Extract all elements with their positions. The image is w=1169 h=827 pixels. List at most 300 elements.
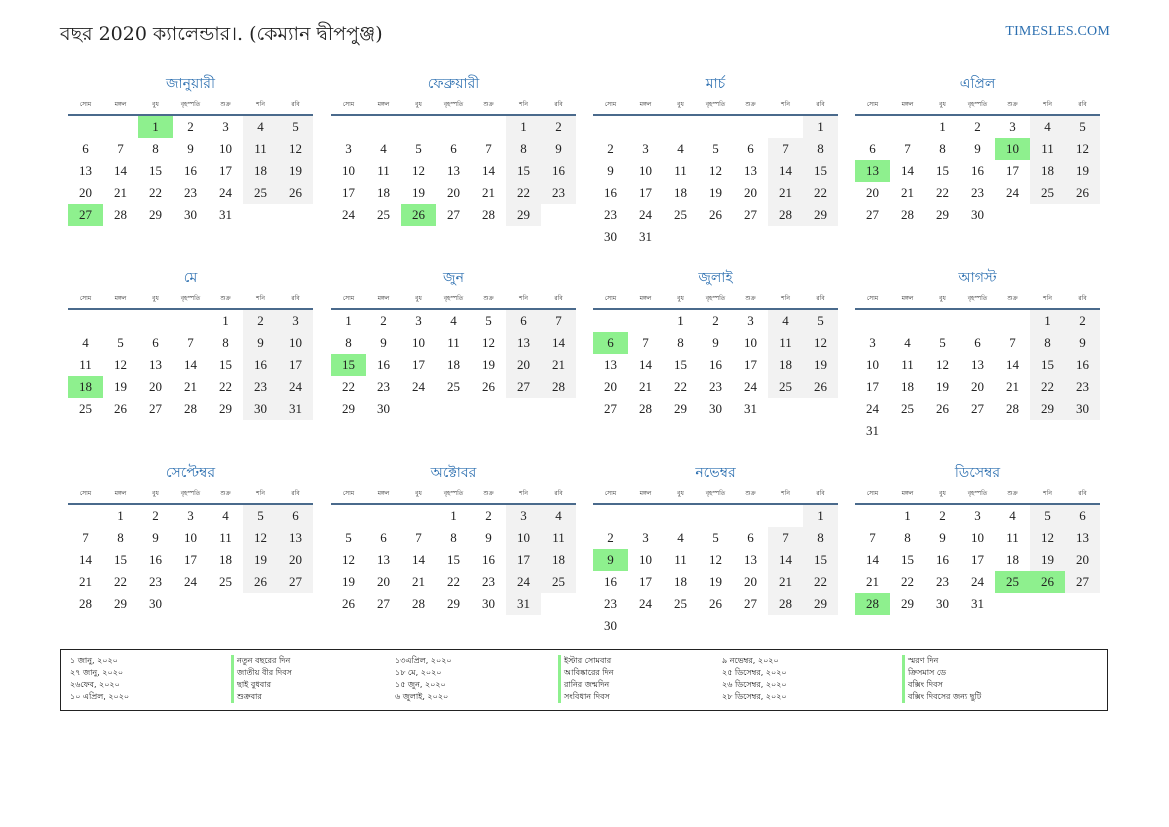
- week-row: [593, 138, 838, 160]
- day-cell: 25: [1030, 182, 1065, 204]
- day-cell: 29: [1030, 398, 1065, 420]
- weekday-label: শুক্র: [483, 101, 494, 108]
- holiday-name: রানির জন্মদিন: [558, 679, 614, 691]
- day-cell: 11: [243, 138, 278, 160]
- week-row: [855, 310, 1100, 332]
- day-cell: 29: [447, 596, 460, 611]
- empty-cell: [995, 593, 1030, 615]
- weekday-label: সোম: [866, 101, 879, 108]
- week-row: [68, 116, 313, 138]
- day-cell: 28: [79, 596, 92, 611]
- day-cell: 25: [674, 596, 687, 611]
- day-cell: 22: [447, 574, 460, 589]
- day-cell: 8: [803, 138, 838, 160]
- day-cell: 4: [450, 313, 457, 328]
- day-cell: 15: [936, 163, 949, 178]
- day-cell: 3: [869, 335, 876, 350]
- day-cell: 30: [149, 596, 162, 611]
- empty-cell: [733, 505, 768, 527]
- week-row: [331, 204, 576, 226]
- day-cell: 9: [974, 141, 981, 156]
- day-cell: 15: [1030, 354, 1065, 376]
- week-row: [855, 420, 1100, 442]
- week-row: [593, 398, 838, 420]
- empty-cell: [803, 615, 838, 637]
- day-cell: 3: [278, 310, 313, 332]
- day-cell: 2: [1065, 310, 1100, 332]
- empty-cell: [506, 398, 541, 420]
- day-cell: 29: [342, 401, 355, 416]
- day-cell: 2: [243, 310, 278, 332]
- day-cell: 20: [79, 185, 92, 200]
- day-cell: 12: [1065, 138, 1100, 160]
- day-cell: 30: [243, 398, 278, 420]
- day-cell: 6: [380, 530, 387, 545]
- day-cell: 29: [674, 401, 687, 416]
- weekday-label: রবি: [1078, 295, 1087, 302]
- day-cell: 3: [187, 508, 194, 523]
- day-cell: 17: [1006, 163, 1019, 178]
- empty-cell: [541, 398, 576, 420]
- day-cell: 3: [1009, 119, 1016, 134]
- day-cell: 20: [604, 379, 617, 394]
- day-cell: 19: [1065, 160, 1100, 182]
- day-cell: 26: [1030, 571, 1065, 593]
- day-cell: 23: [709, 379, 722, 394]
- day-cell: 10: [506, 527, 541, 549]
- day-cell: 18: [219, 552, 232, 567]
- empty-cell: [960, 310, 995, 332]
- day-cell: 8: [677, 335, 684, 350]
- empty-cell: [890, 420, 925, 442]
- day-cell: 12: [936, 357, 949, 372]
- day-cell: 23: [184, 185, 197, 200]
- week-row: [331, 332, 576, 354]
- day-cell: 27: [1065, 571, 1100, 593]
- empty-cell: [628, 310, 663, 332]
- day-cell: 1: [506, 116, 541, 138]
- day-cell: 11: [901, 357, 914, 372]
- day-cell: 31: [639, 229, 652, 244]
- month-name: ফেব্রুয়ারী: [427, 76, 480, 92]
- weekday-label: শুক্র: [745, 101, 756, 108]
- day-cell: 14: [768, 549, 803, 571]
- empty-cell: [698, 615, 733, 637]
- day-cell: 26: [278, 182, 313, 204]
- day-cell: 17: [971, 552, 984, 567]
- day-cell: 15: [331, 354, 366, 376]
- day-cell: 21: [79, 574, 92, 589]
- day-cell: 2: [607, 141, 614, 156]
- day-cell: 12: [412, 163, 425, 178]
- day-cell: 15: [674, 357, 687, 372]
- day-cell: 18: [674, 574, 687, 589]
- day-cell: 6: [747, 141, 754, 156]
- empty-cell: [401, 398, 436, 420]
- day-cell: 19: [936, 379, 949, 394]
- day-cell: 13: [506, 332, 541, 354]
- day-cell: 12: [482, 335, 495, 350]
- weekday-label: সোম: [342, 295, 355, 302]
- empty-cell: [733, 116, 768, 138]
- day-cell: 8: [450, 530, 457, 545]
- month-name: মে: [183, 270, 198, 286]
- day-cell: 5: [243, 505, 278, 527]
- week-row: [331, 376, 576, 398]
- day-cell: 22: [506, 182, 541, 204]
- weekday-label: শুক্র: [220, 490, 231, 497]
- day-cell: 23: [149, 574, 162, 589]
- week-row: [68, 204, 313, 226]
- day-cell: 20: [506, 354, 541, 376]
- day-cell: 10: [971, 530, 984, 545]
- day-cell: 8: [904, 530, 911, 545]
- day-cell: 14: [184, 357, 197, 372]
- day-cell: 23: [482, 574, 495, 589]
- day-cell: 3: [642, 141, 649, 156]
- day-cell: 19: [482, 357, 495, 372]
- weekday-label: রবি: [1078, 490, 1087, 497]
- week-row: [68, 354, 313, 376]
- day-cell: 28: [184, 401, 197, 416]
- day-cell: 9: [380, 335, 387, 350]
- weekday-label: বুধ: [677, 295, 684, 302]
- day-cell: 1: [939, 119, 946, 134]
- weekday-header: [331, 97, 576, 113]
- empty-cell: [855, 505, 890, 527]
- day-cell: 14: [79, 552, 92, 567]
- day-cell: 4: [677, 530, 684, 545]
- weekday-label: শনি: [1043, 295, 1052, 302]
- day-cell: 23: [604, 596, 617, 611]
- month-name: জানুয়ারী: [166, 76, 215, 92]
- empty-cell: [278, 593, 313, 615]
- day-cell: 7: [642, 335, 649, 350]
- day-cell: 31: [866, 423, 879, 438]
- day-cell: 26: [709, 596, 722, 611]
- weekday-label: মঙ্গল: [377, 101, 390, 108]
- day-cell: 25: [243, 182, 278, 204]
- day-cell: 29: [506, 204, 541, 226]
- empty-cell: [138, 310, 173, 332]
- weekday-label: শনি: [781, 490, 790, 497]
- month-name: এপ্রিল: [959, 76, 996, 92]
- weekday-label: বৃহস্পতি: [443, 101, 464, 108]
- month-block: [331, 268, 576, 420]
- holiday-name: বক্সিং দিবসের জন্য ছুটি: [902, 691, 981, 703]
- day-cell: 23: [1065, 376, 1100, 398]
- day-cell: 24: [219, 185, 232, 200]
- week-row: [855, 505, 1100, 527]
- day-cell: 29: [149, 207, 162, 222]
- day-cell: 19: [709, 574, 722, 589]
- holiday-date: ২৭ জানু, ২০২০: [70, 668, 124, 677]
- week-row: [331, 160, 576, 182]
- day-cell: 9: [152, 530, 159, 545]
- day-cell: 11: [674, 552, 687, 567]
- day-cell: 26: [936, 401, 949, 416]
- day-cell: 28: [855, 593, 890, 615]
- empty-cell: [1030, 420, 1065, 442]
- empty-cell: [698, 116, 733, 138]
- day-cell: 18: [1006, 552, 1019, 567]
- empty-cell: [855, 116, 890, 138]
- legend-name-column: [231, 655, 292, 703]
- weekday-header: [855, 486, 1100, 502]
- day-cell: 27: [447, 207, 460, 222]
- day-cell: 30: [377, 401, 390, 416]
- weekday-label: রবি: [816, 490, 825, 497]
- month-name: জুলাই: [698, 270, 733, 286]
- weekday-label: রবি: [554, 490, 563, 497]
- day-cell: 19: [114, 379, 127, 394]
- day-cell: 16: [184, 163, 197, 178]
- week-row: [855, 527, 1100, 549]
- day-cell: 3: [747, 313, 754, 328]
- day-cell: 20: [1065, 549, 1100, 571]
- weekday-label: রবি: [554, 295, 563, 302]
- day-cell: 7: [82, 530, 89, 545]
- day-cell: 29: [901, 596, 914, 611]
- holiday-name: শুক্রবার: [231, 691, 292, 703]
- empty-cell: [768, 398, 803, 420]
- day-cell: 28: [541, 376, 576, 398]
- empty-cell: [663, 226, 698, 248]
- week-row: [331, 116, 576, 138]
- day-cell: 9: [593, 549, 628, 571]
- empty-cell: [401, 116, 436, 138]
- weekday-label: শনি: [1043, 490, 1052, 497]
- week-row: [593, 354, 838, 376]
- empty-cell: [471, 116, 506, 138]
- empty-cell: [541, 204, 576, 226]
- weekday-label: শনি: [519, 295, 528, 302]
- holiday-date: ১৩এপ্রিল, ২০২০: [395, 656, 452, 665]
- empty-cell: [733, 226, 768, 248]
- day-cell: 30: [709, 401, 722, 416]
- day-cell: 20: [971, 379, 984, 394]
- day-cell: 3: [506, 505, 541, 527]
- day-cell: 6: [82, 141, 89, 156]
- month-block: [68, 268, 313, 420]
- day-cell: 3: [345, 141, 352, 156]
- month-block: [855, 463, 1100, 615]
- weekday-label: শনি: [519, 101, 528, 108]
- weekday-label: বৃহস্পতি: [180, 295, 201, 302]
- day-cell: 11: [79, 357, 92, 372]
- day-cell: 16: [377, 357, 390, 372]
- day-cell: 7: [768, 527, 803, 549]
- weekday-header: [68, 486, 313, 502]
- weekday-label: বৃহস্পতি: [967, 295, 988, 302]
- day-cell: 11: [1006, 530, 1019, 545]
- week-row: [68, 332, 313, 354]
- weekday-label: সোম: [79, 295, 92, 302]
- empty-cell: [803, 398, 838, 420]
- weekday-header: [331, 291, 576, 307]
- week-row: [593, 182, 838, 204]
- day-cell: 16: [604, 574, 617, 589]
- empty-cell: [103, 116, 138, 138]
- empty-cell: [68, 116, 103, 138]
- week-row: [68, 310, 313, 332]
- week-row: [855, 549, 1100, 571]
- weekday-label: সোম: [604, 101, 617, 108]
- day-cell: 11: [768, 332, 803, 354]
- day-cell: 15: [114, 552, 127, 567]
- week-row: [331, 138, 576, 160]
- empty-cell: [768, 615, 803, 637]
- legend-date-column: [70, 655, 129, 703]
- day-cell: 27: [744, 207, 757, 222]
- weekday-label: রবি: [1078, 101, 1087, 108]
- week-row: [855, 138, 1100, 160]
- empty-cell: [663, 615, 698, 637]
- day-cell: 14: [866, 552, 879, 567]
- day-cell: 4: [677, 141, 684, 156]
- empty-cell: [366, 505, 401, 527]
- week-row: [593, 226, 838, 248]
- day-cell: 21: [866, 574, 879, 589]
- day-cell: 9: [541, 138, 576, 160]
- day-cell: 27: [149, 401, 162, 416]
- week-row: [68, 182, 313, 204]
- holiday-name: সংবিধান দিবস: [558, 691, 614, 703]
- weekday-label: রবি: [816, 101, 825, 108]
- weekday-label: সোম: [79, 490, 92, 497]
- day-cell: 26: [709, 207, 722, 222]
- weekday-label: শুক্র: [483, 490, 494, 497]
- day-cell: 31: [219, 207, 232, 222]
- day-cell: 21: [901, 185, 914, 200]
- day-cell: 24: [971, 574, 984, 589]
- weekday-label: বৃহস্পতি: [180, 101, 201, 108]
- day-cell: 27: [866, 207, 879, 222]
- week-row: [68, 527, 313, 549]
- week-row: [593, 615, 838, 637]
- day-cell: 9: [243, 332, 278, 354]
- weekday-label: মঙ্গল: [639, 101, 652, 108]
- day-cell: 30: [604, 618, 617, 633]
- empty-cell: [890, 310, 925, 332]
- weekday-label: রবি: [554, 101, 563, 108]
- day-cell: 14: [541, 332, 576, 354]
- day-cell: 16: [482, 552, 495, 567]
- weekday-label: সোম: [342, 101, 355, 108]
- day-cell: 27: [278, 571, 313, 593]
- day-cell: 22: [901, 574, 914, 589]
- month-name: অক্টোবর: [430, 465, 477, 481]
- day-cell: 11: [219, 530, 232, 545]
- day-cell: 13: [604, 357, 617, 372]
- month-block: [331, 463, 576, 615]
- weekday-label: মঙ্গল: [901, 101, 914, 108]
- weekday-label: শুক্র: [483, 295, 494, 302]
- day-cell: 5: [117, 335, 124, 350]
- month-name: মার্চ: [705, 76, 726, 92]
- day-cell: 2: [485, 508, 492, 523]
- weekday-label: বুধ: [415, 490, 422, 497]
- day-cell: 27: [604, 401, 617, 416]
- day-cell: 16: [604, 185, 617, 200]
- month-block: [855, 74, 1100, 226]
- day-cell: 29: [936, 207, 949, 222]
- holiday-date: ১ জানু, ২০২০: [70, 656, 118, 665]
- day-cell: 4: [243, 116, 278, 138]
- day-cell: 14: [1006, 357, 1019, 372]
- day-cell: 17: [278, 354, 313, 376]
- week-row: [331, 310, 576, 332]
- day-cell: 22: [342, 379, 355, 394]
- weekday-label: বৃহস্পতি: [180, 490, 201, 497]
- day-cell: 18: [901, 379, 914, 394]
- day-cell: 6: [1065, 505, 1100, 527]
- day-cell: 18: [768, 354, 803, 376]
- brand-link[interactable]: TIMESLES.COM: [1005, 24, 1110, 39]
- week-row: [331, 354, 576, 376]
- day-cell: 25: [219, 574, 232, 589]
- day-cell: 25: [901, 401, 914, 416]
- day-cell: 4: [1009, 508, 1016, 523]
- empty-cell: [768, 226, 803, 248]
- day-cell: 25: [768, 376, 803, 398]
- day-cell: 18: [447, 357, 460, 372]
- weekday-label: সোম: [866, 295, 879, 302]
- day-cell: 7: [768, 138, 803, 160]
- weekday-label: শুক্র: [745, 295, 756, 302]
- day-cell: 10: [866, 357, 879, 372]
- week-row: [331, 398, 576, 420]
- day-cell: 24: [412, 379, 425, 394]
- weekday-label: বৃহস্পতি: [705, 490, 726, 497]
- day-cell: 13: [447, 163, 460, 178]
- weekday-label: শনি: [1043, 101, 1052, 108]
- day-cell: 22: [803, 182, 838, 204]
- day-cell: 18: [377, 185, 390, 200]
- weekday-label: বুধ: [415, 101, 422, 108]
- weekday-header: [593, 486, 838, 502]
- day-cell: 12: [278, 138, 313, 160]
- week-row: [855, 593, 1100, 615]
- day-cell: 17: [506, 549, 541, 571]
- day-cell: 14: [768, 160, 803, 182]
- day-cell: 13: [1065, 527, 1100, 549]
- week-row: [331, 505, 576, 527]
- empty-cell: [768, 505, 803, 527]
- day-cell: 15: [803, 160, 838, 182]
- day-cell: 5: [1030, 505, 1065, 527]
- day-cell: 9: [712, 335, 719, 350]
- day-cell: 24: [506, 571, 541, 593]
- empty-cell: [593, 310, 628, 332]
- week-row: [331, 571, 576, 593]
- empty-cell: [208, 593, 243, 615]
- week-row: [593, 593, 838, 615]
- day-cell: 7: [187, 335, 194, 350]
- day-cell: 16: [936, 552, 949, 567]
- day-cell: 6: [869, 141, 876, 156]
- day-cell: 14: [114, 163, 127, 178]
- day-cell: 21: [1006, 379, 1019, 394]
- holiday-name: জাতীয় বীর দিবস: [231, 667, 292, 679]
- empty-cell: [243, 593, 278, 615]
- day-cell: 15: [219, 357, 232, 372]
- day-cell: 3: [222, 119, 229, 134]
- weekday-label: সোম: [79, 101, 92, 108]
- legend-name-column: [558, 655, 614, 703]
- empty-cell: [628, 615, 663, 637]
- weekday-label: শুক্র: [1007, 490, 1018, 497]
